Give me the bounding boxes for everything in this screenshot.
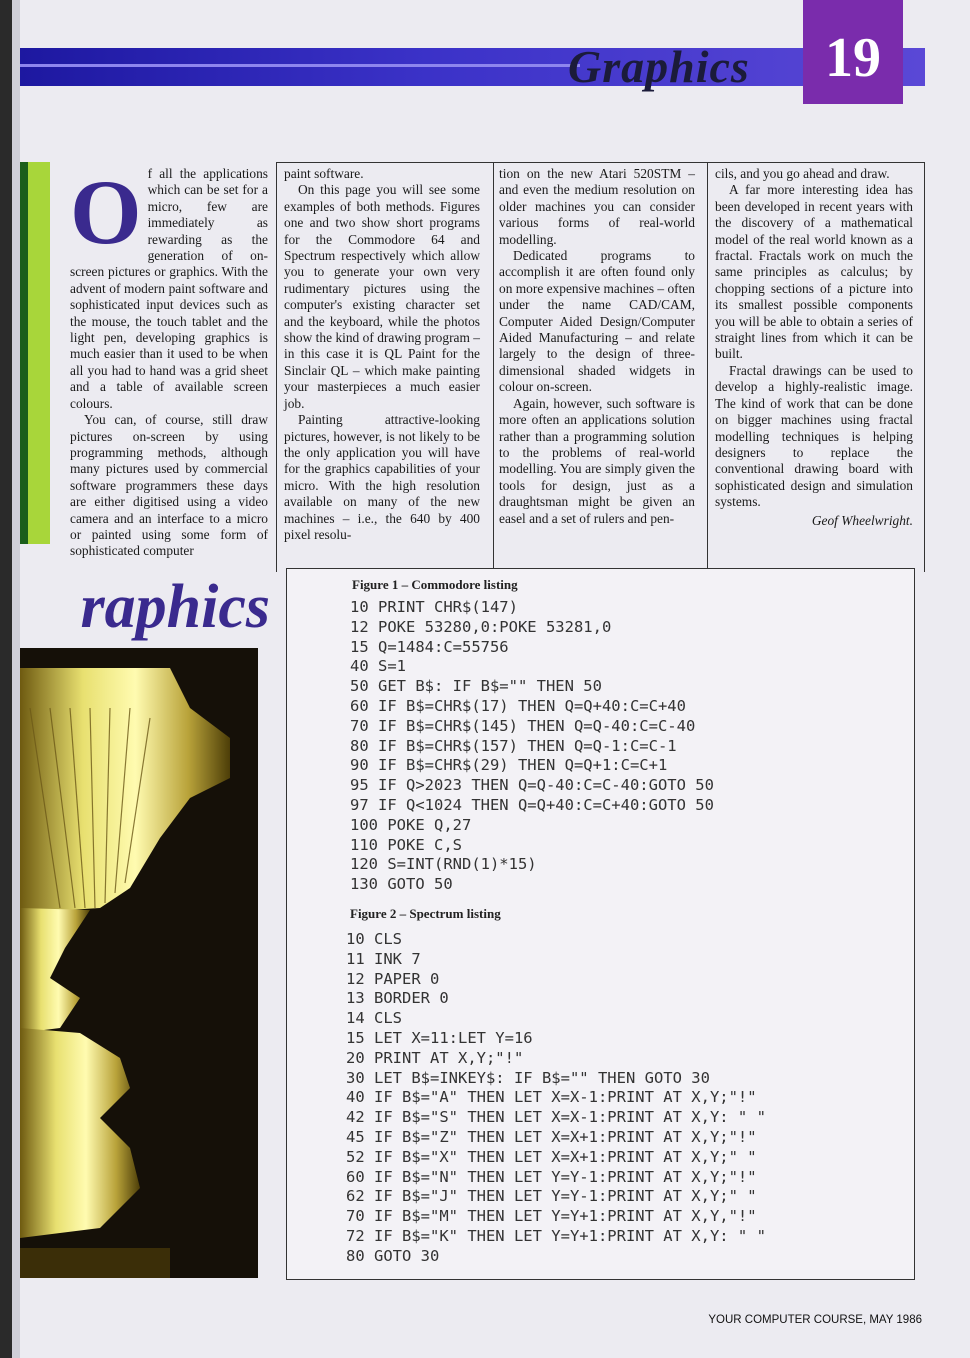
header-stripe — [20, 64, 580, 67]
paragraph: On this page you will see some examples of both methods. Figures one and two show short programs for the Commodore 64 and Spectrum respectively which allow you to generate your own very rudimentary pictures using the computer's existing character set and the keyboard, while the photos show the kind of drawing program – in this case it is QL Paint for the Sinclair QL – which make painting your masterpieces a much easier job. — [284, 182, 480, 411]
text-column-frame — [493, 162, 494, 572]
paragraph: paint software. — [284, 166, 364, 181]
paragraph: tion on the new Atari 520STM – and even the medium resolution on older machines you can consider various forms of real-world modelling. — [499, 166, 695, 247]
green-photo-edge — [20, 162, 28, 544]
code-line: 14 CLS — [346, 1009, 402, 1028]
page-footer: YOUR COMPUTER COURSE, MAY 1986 — [708, 1314, 922, 1326]
text-column-frame — [276, 162, 924, 163]
code-line: 60 IF B$="N" THEN LET Y=Y-1:PRINT AT X,Y;"!" — [346, 1167, 757, 1186]
code-line: 120 S=INT(RND(1)*15) — [350, 855, 537, 874]
article-column-2 — [284, 166, 480, 543]
paragraph: You can, of course, still draw pictures on-screen by using programming methods, although many pictures used by commercial software programmers these days are either digitised using a video camera and an interface to a micro or painted using some form of sophisticated computer — [70, 412, 268, 559]
code-line: 80 GOTO 30 — [346, 1246, 440, 1265]
page-gutter — [12, 0, 20, 1358]
paragraph: A far more interesting idea has been developed in recent years with the discovery of a mathematical model of the real world known as a fractal. Fractals work on much the same principles as calculus; by chopping sections of a picture into its smallest possible components you will be able to obtain a series of straight lines from which it can be built. — [715, 182, 913, 362]
code-line: 11 INK 7 — [346, 949, 421, 968]
commodore-listing — [350, 598, 714, 895]
code-line: 15 Q=1484:C=55756 — [350, 637, 509, 656]
article-column-3 — [499, 166, 695, 527]
rendered-goblet-photo — [20, 648, 258, 1278]
text-column-frame — [276, 162, 277, 572]
figure-2-caption: Figure 2 – Spectrum listing — [350, 906, 501, 921]
code-line: 130 GOTO 50 — [350, 875, 453, 894]
code-line: 45 IF B$="Z" THEN LET X=X+1:PRINT AT X,Y;"!" — [346, 1127, 757, 1146]
code-line: 30 LET B$=INKEY$: IF B$="" THEN GOTO 30 — [346, 1068, 710, 1087]
drop-cap: O — [70, 161, 142, 263]
code-line: 12 POKE 53280,0:POKE 53281,0 — [350, 617, 612, 636]
side-heading: raphics — [80, 573, 270, 641]
goblet-illustration — [20, 648, 258, 1278]
code-line: 72 IF B$="K" THEN LET Y=Y+1:PRINT AT X,Y: " " — [346, 1226, 766, 1245]
code-line: 70 IF B$="M" THEN LET Y=Y+1:PRINT AT X,Y,"!" — [346, 1207, 757, 1226]
code-line: 52 IF B$="X" THEN LET X=X+1:PRINT AT X,Y;" " — [346, 1147, 757, 1166]
author-byline: Geof Wheelwright. — [811, 512, 913, 528]
header-band — [20, 48, 925, 86]
code-line: 12 PAPER 0 — [346, 969, 440, 988]
code-line: 50 GET B$: IF B$="" THEN 50 — [350, 677, 602, 696]
code-line: 110 POKE C,S — [350, 835, 462, 854]
code-line: 15 LET X=11:LET Y=16 — [346, 1028, 533, 1047]
page-spine — [0, 0, 12, 1358]
paragraph: Again, however, such software is more often an applications solution rather than a programming solution to the problems of real-world modelling. You are simply given the tools for design, just as a draughtsman might be given an easel and a set of rulers and pen- — [499, 395, 695, 526]
code-line: 70 IF B$=CHR$(145) THEN Q=Q-40:C=C-40 — [350, 716, 696, 735]
paragraph: Fractal drawings can be used to develop a highly-realistic image. The kind of work that can be done on bigger machines using fractal modelling techniques is helping designers to replace the conventional drawing board with sophisticated design and simulation systems. — [715, 362, 913, 510]
figure-1-caption: Figure 1 – Commodore listing — [352, 577, 518, 592]
code-line: 40 S=1 — [350, 657, 406, 676]
article-column-4 — [715, 166, 913, 529]
code-line: 10 CLS — [346, 930, 402, 948]
paragraph: Painting attractive-looking pictures, however, is not likely to be the only application you will have for the graphics capabilities of your micro. With the high resolution available on many of the new machines – i.e., the 640 by 400 pixel resolu- — [284, 412, 480, 542]
paragraph: f all the applications which can be set for a micro, few are immediately as rewarding as the generation of on-screen pictures or graphics. With the advent of modern paint software and sophisticated input devices such as the mouse, the touch tablet and the light pen, developing graphics is much easier than it used to be when all you had to hand was a grid sheet and a table of available screen colours. — [70, 166, 268, 411]
spectrum-listing — [346, 930, 766, 1267]
code-line: 60 IF B$=CHR$(17) THEN Q=Q+40:C=C+40 — [350, 696, 686, 715]
code-line: 10 PRINT CHR$(147) — [350, 598, 518, 616]
text-column-frame — [707, 162, 708, 572]
code-line: 62 IF B$="J" THEN LET Y=Y-1:PRINT AT X,Y;" " — [346, 1187, 757, 1206]
code-line: 100 POKE Q,27 — [350, 815, 472, 834]
code-line: 42 IF B$="S" THEN LET X=X-1:PRINT AT X,Y: " " — [346, 1108, 766, 1127]
paragraph: Dedicated programs to accomplish it are often found only on more expensive machines – often under the name CAD/CAM, Computer Aided Design/Computer Aided Manufacturing – and relate largely to the design of three-dimensional shaded widgets in colour on-screen. — [499, 248, 695, 395]
code-line: 13 BORDER 0 — [346, 989, 449, 1008]
code-line: 40 IF B$="A" THEN LET X=X-1:PRINT AT X,Y;"!" — [346, 1088, 757, 1107]
code-line: 95 IF Q>2023 THEN Q=Q-40:C=C-40:GOTO 50 — [350, 776, 714, 795]
code-line: 20 PRINT AT X,Y;"!" — [346, 1048, 524, 1067]
code-line: 97 IF Q<1024 THEN Q=Q+40:C=C+40:GOTO 50 — [350, 795, 714, 814]
page-number: 19 — [825, 27, 881, 89]
code-line: 80 IF B$=CHR$(157) THEN Q=Q-1:C=C-1 — [350, 736, 677, 755]
article-column-1 — [70, 161, 268, 560]
paragraph: cils, and you go ahead and draw. — [715, 166, 890, 181]
section-title: Graphics — [568, 41, 750, 92]
text-column-frame — [924, 162, 925, 572]
code-line: 90 IF B$=CHR$(29) THEN Q=Q+1:C=C+1 — [350, 756, 668, 775]
